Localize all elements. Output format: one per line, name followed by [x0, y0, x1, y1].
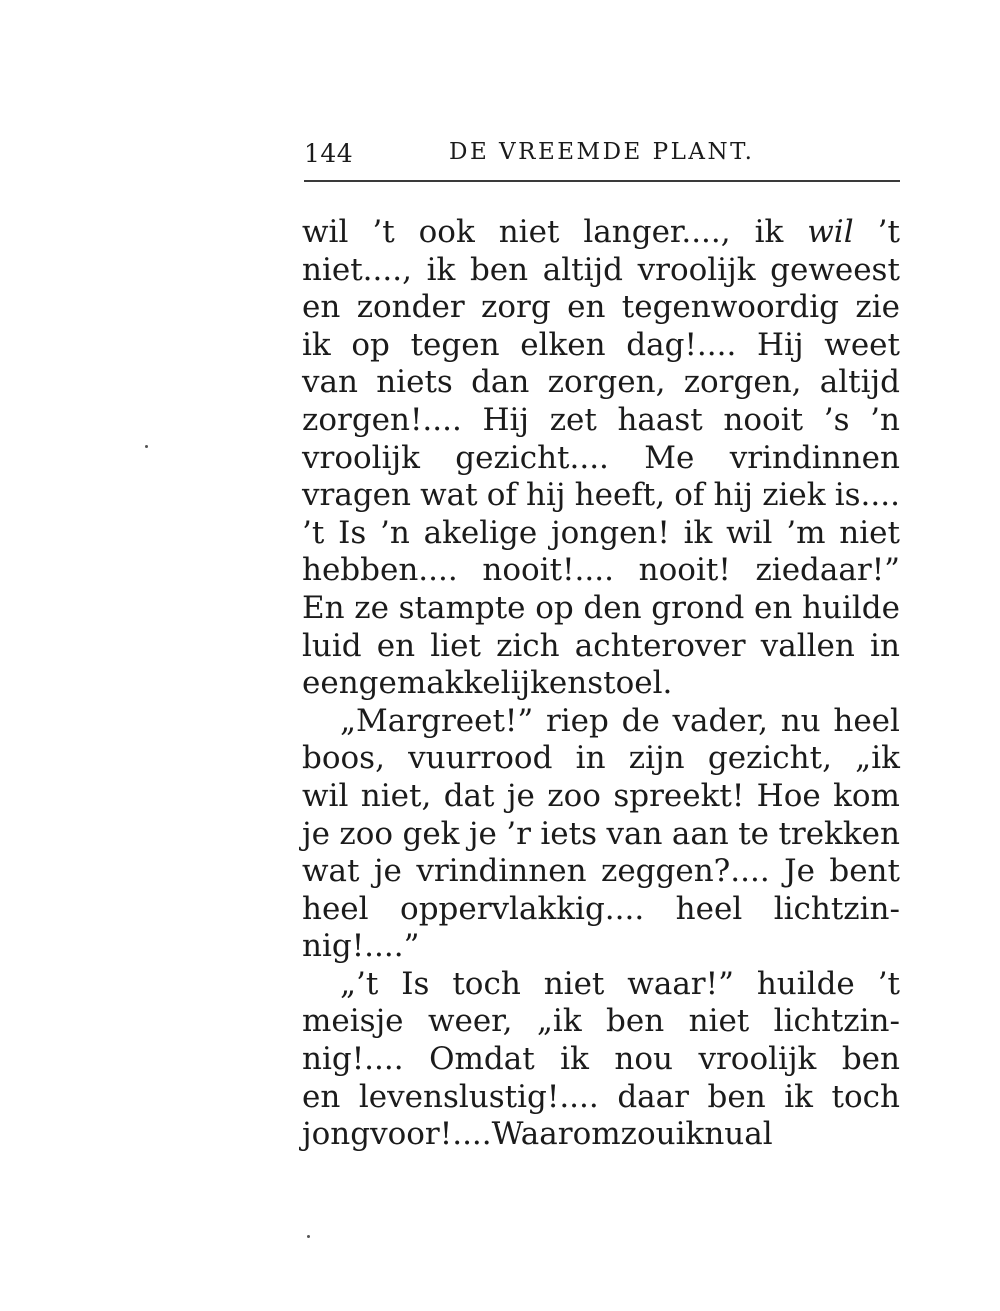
word: levenslustig!.... [358, 1078, 599, 1115]
word: stoel. [587, 665, 673, 702]
text-line [302, 1041, 900, 1079]
word: heel [302, 890, 369, 927]
word: nou [614, 1041, 673, 1078]
word: niet...., [302, 251, 412, 288]
word: ’r [506, 815, 531, 852]
word: bent [829, 853, 900, 890]
word: En [302, 589, 345, 626]
word: huilde [802, 589, 900, 626]
word: ’t [302, 514, 325, 551]
text-line [302, 327, 900, 365]
text-line [302, 703, 900, 741]
word: niet, [360, 777, 432, 814]
text-line [302, 928, 900, 966]
text-line [302, 440, 900, 478]
word: lichtzin- [773, 890, 900, 927]
text-line [302, 853, 900, 891]
word: vroolijk [302, 439, 420, 476]
word: van [302, 364, 358, 401]
word: luid [302, 627, 362, 664]
word: dat [443, 777, 495, 814]
word: heel [675, 890, 743, 927]
word: en [754, 589, 793, 626]
word: daar [617, 1078, 689, 1115]
word: huilde [756, 965, 855, 1002]
word: oppervlakkig.... [400, 890, 645, 927]
word: spreekt! [613, 777, 745, 814]
word: „’t [340, 965, 379, 1002]
word: nooit! [638, 552, 731, 589]
word: grond [651, 589, 745, 626]
word: je [506, 777, 535, 814]
word: zorgen!.... [302, 401, 462, 438]
word: nu [780, 702, 821, 739]
word: hebben.... [302, 552, 458, 589]
word: Is [401, 965, 430, 1002]
word: gek [402, 815, 460, 852]
word: is.... [834, 477, 900, 514]
text-line [302, 364, 900, 402]
word: ze [354, 589, 389, 626]
word: zoo [339, 815, 394, 852]
word: niet [498, 214, 560, 250]
word: en [302, 1078, 341, 1115]
word: gemakkelijken [358, 665, 588, 702]
word: Hij [757, 326, 804, 363]
text-line [302, 628, 900, 666]
word: jong [302, 1116, 371, 1153]
word: weer, [427, 1003, 513, 1040]
word: nooit [723, 401, 804, 438]
word: Waarom [491, 1116, 621, 1153]
text-line [302, 1116, 900, 1154]
word: nig!.... [302, 1041, 404, 1078]
word: ’t [372, 214, 395, 250]
text-line [302, 590, 900, 628]
word: niet [543, 965, 605, 1002]
word: altijd [542, 251, 623, 288]
word: ’n [380, 514, 410, 551]
word: en [302, 289, 341, 326]
word: zich [496, 627, 560, 664]
word: zet [549, 401, 597, 438]
word: „Margreet!” [340, 702, 534, 739]
word: wat [302, 853, 360, 890]
word: zoo [547, 777, 601, 814]
word: ook [418, 214, 475, 250]
word: te [738, 815, 770, 852]
word: zorgen, [547, 364, 666, 401]
word: ik [754, 214, 784, 250]
word: waar!” [627, 965, 734, 1002]
word: toch [831, 1078, 900, 1115]
word: heel [833, 702, 900, 739]
emphasized-word: wil [807, 214, 854, 250]
word: weet [824, 326, 900, 363]
word: de [621, 702, 660, 739]
text-line [302, 891, 900, 929]
word: zonder [356, 289, 465, 326]
word: meisje [302, 1003, 404, 1040]
word: ben [469, 251, 529, 288]
word: stampte [398, 589, 526, 626]
word: dag!.... [626, 326, 737, 363]
word: en [567, 289, 606, 326]
word: trekken [778, 815, 900, 852]
word: je [373, 853, 402, 890]
word: „ik [855, 740, 900, 777]
word: ’s [823, 401, 850, 438]
word: Je [784, 853, 815, 890]
word: in [575, 740, 606, 777]
text-line [302, 665, 900, 703]
word: en [376, 627, 416, 664]
word: vrindinnen [416, 853, 587, 890]
word: ik [675, 1116, 705, 1153]
word: riep [545, 702, 609, 739]
word: zijn [628, 740, 685, 777]
word: Me [644, 439, 695, 476]
paragraph [302, 214, 900, 703]
word: heeft, [574, 477, 666, 514]
word: elken [520, 326, 606, 363]
word: zorgen, [683, 364, 802, 401]
word: niets [376, 364, 453, 401]
word: al [744, 1116, 773, 1153]
word: of [486, 477, 517, 514]
word: altijd [819, 364, 900, 401]
word: zeggen?.... [600, 853, 770, 890]
word: zorg [481, 289, 551, 326]
header-rule [304, 180, 900, 182]
word: wil [302, 214, 349, 250]
word: ben [841, 1041, 900, 1078]
word: „ik [536, 1003, 582, 1040]
page-header [304, 133, 904, 175]
word: van [606, 815, 663, 852]
word: ik [560, 1041, 589, 1078]
text-line [302, 552, 900, 590]
print-speck [145, 445, 148, 448]
word: een [302, 665, 359, 702]
word: wil [302, 777, 349, 814]
text-line [302, 778, 900, 816]
word: of [674, 477, 705, 514]
word: lichtzin- [773, 1003, 900, 1040]
text-line [302, 214, 900, 252]
word: ziedaar!” [755, 552, 900, 589]
word: vuurrood [408, 740, 553, 777]
word: vroolijk [698, 1041, 817, 1078]
word: gezicht, [707, 740, 832, 777]
word: iets [540, 815, 598, 852]
word: ’t [877, 214, 900, 250]
word: wil [726, 514, 773, 551]
word: toch [452, 965, 521, 1002]
text-line [302, 740, 900, 778]
word: je [468, 815, 497, 852]
text-line [302, 816, 900, 854]
word: zou [620, 1116, 676, 1153]
body-text [302, 214, 900, 1154]
text-line [302, 966, 900, 1004]
text-line [302, 1079, 900, 1117]
word: je [302, 815, 330, 852]
text-line [302, 477, 900, 515]
word: tegenwoordig [621, 289, 840, 326]
word: op [535, 589, 574, 626]
word: Is [338, 514, 367, 551]
text-line [302, 515, 900, 553]
paragraph [302, 966, 900, 1154]
word: den [583, 589, 642, 626]
word: akelige [423, 514, 538, 551]
word: ziek [762, 477, 826, 514]
word: voor!.... [370, 1116, 492, 1153]
text-line [302, 402, 900, 440]
word: ik [426, 251, 456, 288]
word: in [870, 627, 900, 664]
word: gezicht.... [455, 439, 609, 476]
word: zie [855, 289, 900, 326]
word: wat [420, 477, 478, 514]
text-line [302, 1003, 900, 1041]
word: vroolijk [637, 251, 756, 288]
word: aan [671, 815, 729, 852]
word: hij [526, 477, 566, 514]
word: dan [471, 364, 530, 401]
word: niet [839, 514, 900, 551]
word: geweest [770, 251, 900, 288]
page-number: 144 [304, 139, 354, 168]
word: vragen [302, 477, 411, 514]
word: op [351, 326, 390, 363]
word: ’n [870, 401, 900, 438]
print-speck [307, 1235, 310, 1238]
word: ben [606, 1003, 665, 1040]
word: vallen [760, 627, 855, 664]
word: Hij [482, 401, 530, 438]
word: nooit!.... [482, 552, 614, 589]
word: Hoe [756, 777, 821, 814]
word: tegen [410, 326, 500, 363]
text-line [302, 289, 900, 327]
word: Omdat [429, 1041, 535, 1078]
paragraph [302, 703, 900, 966]
word: niet [688, 1003, 750, 1040]
word: vader, [672, 702, 768, 739]
word: ik [683, 514, 713, 551]
word: nig!....” [302, 928, 420, 965]
word: ’m [786, 514, 826, 551]
word: langer...., [583, 214, 731, 250]
word: ben [707, 1078, 766, 1115]
word: ik [302, 326, 331, 363]
word: haast [617, 401, 703, 438]
running-head: DE VREEMDE PLANT. [449, 139, 755, 165]
word: boos, [302, 740, 385, 777]
word: kom [833, 777, 900, 814]
word: vrindinnen [729, 439, 900, 476]
word: hij [713, 477, 754, 514]
word: achterover [574, 627, 746, 664]
word: jongen! [551, 514, 670, 551]
word: ’t [877, 965, 900, 1002]
word: liet [430, 627, 481, 664]
word: ik [784, 1078, 813, 1115]
text-line [302, 252, 900, 290]
word: nu [704, 1116, 745, 1153]
